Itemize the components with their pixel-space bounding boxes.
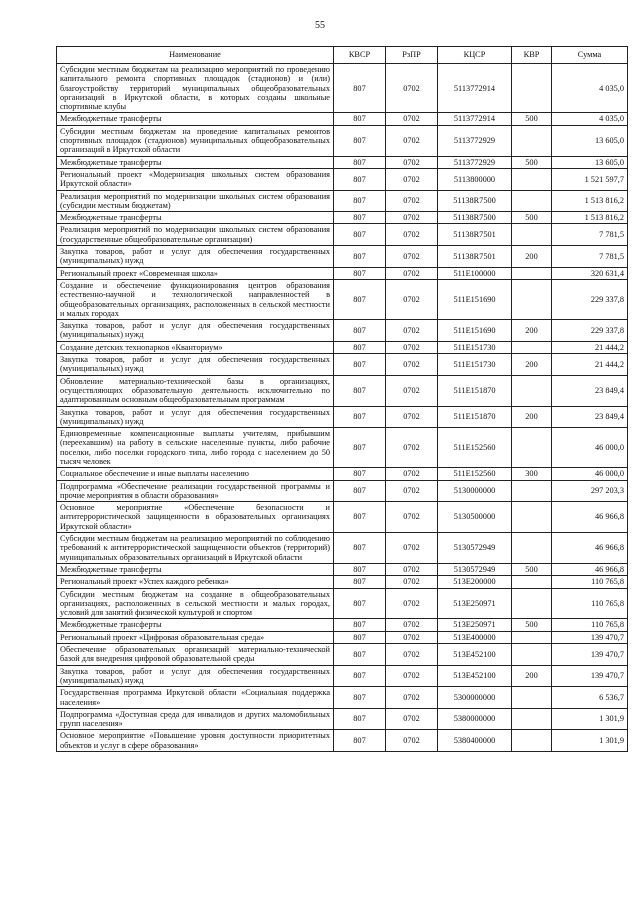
row-rzpr: 0702 <box>386 406 438 428</box>
row-sum: 23 849,4 <box>552 406 628 428</box>
row-name: Единовременные компенсационные выплаты учителям, прибывшим (переехавшим) на работу в сельские населенные пункты, либо рабочие поселки, либо поселки городского типа, либо города с населением до 50 тысяч человек <box>57 428 334 468</box>
row-sum: 23 849,4 <box>552 375 628 406</box>
row-name: Межбюджетные трансферты <box>57 156 334 168</box>
row-kcsr: 511E151690 <box>438 279 512 319</box>
row-kvsr: 807 <box>334 267 386 279</box>
row-kcsr: 5113772929 <box>438 125 512 156</box>
row-kvsr: 807 <box>334 665 386 687</box>
row-kvsr: 807 <box>334 730 386 752</box>
row-kvsr: 807 <box>334 320 386 342</box>
row-name: Субсидии местным бюджетам на реализацию мероприятий по проведению капитального ремонта спортивных площадок (стадионов) и (или) благоустройству территорий муниципальных общеобразовательных организаций в Иркутской области, в которых созданы школьные спортивные клубы <box>57 64 334 113</box>
row-name: Региональный проект «Успех каждого ребенка» <box>57 576 334 588</box>
row-sum: 1 513 816,2 <box>552 212 628 224</box>
table-row <box>57 406 628 428</box>
table-row <box>57 563 628 575</box>
table-row <box>57 533 628 564</box>
row-kcsr: 5130500000 <box>438 502 512 533</box>
table-row <box>57 631 628 643</box>
row-kvsr: 807 <box>334 502 386 533</box>
row-rzpr: 0702 <box>386 212 438 224</box>
row-name: Межбюджетные трансферты <box>57 563 334 575</box>
row-kcsr: 51138R7501 <box>438 246 512 268</box>
row-sum: 13 605,0 <box>552 125 628 156</box>
row-kcsr: 51138R7500 <box>438 190 512 212</box>
row-kvsr: 807 <box>334 224 386 246</box>
row-kcsr: 5380000000 <box>438 708 512 730</box>
row-rzpr: 0702 <box>386 190 438 212</box>
row-sum: 46 966,8 <box>552 502 628 533</box>
row-kvsr: 807 <box>334 619 386 631</box>
table-row <box>57 480 628 502</box>
row-sum: 21 444,2 <box>552 341 628 353</box>
row-rzpr: 0702 <box>386 480 438 502</box>
row-kcsr: 5300000000 <box>438 687 512 709</box>
row-kvsr: 807 <box>334 156 386 168</box>
table-row <box>57 502 628 533</box>
header-kvr: КВР <box>512 47 552 64</box>
table-row <box>57 320 628 342</box>
row-name: Субсидии местным бюджетам на создание в общеобразовательных организациях, расположенных в сельской местности и малых городах, условий для занятий физической культурой и спортом <box>57 588 334 619</box>
table-row <box>57 64 628 113</box>
row-kvr <box>512 730 552 752</box>
row-name: Региональный проект «Цифровая образовательная среда» <box>57 631 334 643</box>
table-row <box>57 665 628 687</box>
row-rzpr: 0702 <box>386 708 438 730</box>
row-kvr <box>512 341 552 353</box>
row-rzpr: 0702 <box>386 113 438 125</box>
row-kvsr: 807 <box>334 125 386 156</box>
row-kvr <box>512 631 552 643</box>
row-kvsr: 807 <box>334 631 386 643</box>
row-kvr: 500 <box>512 113 552 125</box>
row-kvr <box>512 502 552 533</box>
table-row <box>57 267 628 279</box>
row-sum: 110 765,8 <box>552 576 628 588</box>
table-row <box>57 125 628 156</box>
row-name: Субсидии местным бюджетам на реализацию мероприятий по соблюдению требований к антитеррористической защищенности объектов (территорий) муниципальных образовательных организаций в Иркутской области <box>57 533 334 564</box>
row-sum: 6 536,7 <box>552 687 628 709</box>
row-kvsr: 807 <box>334 168 386 190</box>
row-name: Субсидии местным бюджетам на проведение капитальных ремонтов спортивных площадок (стадионов) муниципальных общеобразовательных организаций в Иркутской области <box>57 125 334 156</box>
row-rzpr: 0702 <box>386 563 438 575</box>
row-kvr <box>512 190 552 212</box>
table-row <box>57 708 628 730</box>
row-kvr <box>512 576 552 588</box>
row-kcsr: 5113772929 <box>438 156 512 168</box>
table-row <box>57 341 628 353</box>
row-kvsr: 807 <box>334 468 386 480</box>
row-sum: 21 444,2 <box>552 354 628 376</box>
row-rzpr: 0702 <box>386 619 438 631</box>
row-sum: 139 470,7 <box>552 665 628 687</box>
row-rzpr: 0702 <box>386 576 438 588</box>
row-kcsr: 511E100000 <box>438 267 512 279</box>
row-name: Подпрограмма «Доступная среда для инвалидов и других маломобильных групп населения» <box>57 708 334 730</box>
row-name: Реализация мероприятий по модернизации школьных систем образования (субсидии местным бюджетам) <box>57 190 334 212</box>
row-kcsr: 513E452100 <box>438 644 512 666</box>
row-kvsr: 807 <box>334 588 386 619</box>
row-rzpr: 0702 <box>386 320 438 342</box>
row-rzpr: 0702 <box>386 354 438 376</box>
budget-table <box>56 46 628 752</box>
row-kvsr: 807 <box>334 279 386 319</box>
row-rzpr: 0702 <box>386 631 438 643</box>
row-rzpr: 0702 <box>386 665 438 687</box>
table-row <box>57 168 628 190</box>
row-kvsr: 807 <box>334 644 386 666</box>
row-sum: 229 337,8 <box>552 320 628 342</box>
table-row <box>57 588 628 619</box>
row-kvr: 200 <box>512 320 552 342</box>
table-row <box>57 468 628 480</box>
row-name: Региональный проект «Модернизация школьных систем образования Иркутской области» <box>57 168 334 190</box>
row-name: Закупка товаров, работ и услуг для обеспечения государственных (муниципальных) нужд <box>57 354 334 376</box>
table-row <box>57 375 628 406</box>
row-kvr: 500 <box>512 619 552 631</box>
row-kvr: 200 <box>512 354 552 376</box>
row-kvr: 500 <box>512 156 552 168</box>
row-kvr <box>512 64 552 113</box>
row-kvr <box>512 687 552 709</box>
header-rzpr: РзПР <box>386 47 438 64</box>
table-row <box>57 428 628 468</box>
row-kvr <box>512 267 552 279</box>
row-kvsr: 807 <box>334 212 386 224</box>
row-sum: 1 301,9 <box>552 730 628 752</box>
row-sum: 110 765,8 <box>552 619 628 631</box>
row-kvsr: 807 <box>334 64 386 113</box>
row-sum: 139 470,7 <box>552 644 628 666</box>
row-kvsr: 807 <box>334 428 386 468</box>
row-name: Социальное обеспечение и иные выплаты населению <box>57 468 334 480</box>
table-row <box>57 212 628 224</box>
row-kcsr: 511E151730 <box>438 341 512 353</box>
header-name: Наименование <box>57 47 334 64</box>
table-row <box>57 576 628 588</box>
row-kvsr: 807 <box>334 341 386 353</box>
row-kcsr: 513E200000 <box>438 576 512 588</box>
row-kvsr: 807 <box>334 563 386 575</box>
row-kcsr: 511E152560 <box>438 428 512 468</box>
row-kcsr: 5130572949 <box>438 533 512 564</box>
row-sum: 7 781,5 <box>552 224 628 246</box>
row-kvsr: 807 <box>334 480 386 502</box>
row-kvsr: 807 <box>334 354 386 376</box>
row-sum: 46 966,8 <box>552 563 628 575</box>
row-kcsr: 5380400000 <box>438 730 512 752</box>
table-row <box>57 190 628 212</box>
row-kvsr: 807 <box>334 190 386 212</box>
row-kvr: 300 <box>512 468 552 480</box>
row-rzpr: 0702 <box>386 125 438 156</box>
row-name: Межбюджетные трансферты <box>57 212 334 224</box>
row-name: Межбюджетные трансферты <box>57 619 334 631</box>
row-rzpr: 0702 <box>386 533 438 564</box>
row-kcsr: 511E152560 <box>438 468 512 480</box>
row-kvr <box>512 588 552 619</box>
row-rzpr: 0702 <box>386 64 438 113</box>
table-row <box>57 246 628 268</box>
row-sum: 110 765,8 <box>552 588 628 619</box>
row-kcsr: 511E151730 <box>438 354 512 376</box>
row-kcsr: 511E151690 <box>438 320 512 342</box>
row-kcsr: 5130000000 <box>438 480 512 502</box>
row-kcsr: 5130572949 <box>438 563 512 575</box>
row-kvr <box>512 125 552 156</box>
row-kvr <box>512 480 552 502</box>
row-rzpr: 0702 <box>386 428 438 468</box>
row-rzpr: 0702 <box>386 644 438 666</box>
row-sum: 7 781,5 <box>552 246 628 268</box>
row-name: Закупка товаров, работ и услуг для обеспечения государственных (муниципальных) нужд <box>57 320 334 342</box>
row-kvsr: 807 <box>334 576 386 588</box>
row-kvr <box>512 375 552 406</box>
row-sum: 1 521 597,7 <box>552 168 628 190</box>
row-sum: 297 203,3 <box>552 480 628 502</box>
table-row <box>57 687 628 709</box>
row-name: Межбюджетные трансферты <box>57 113 334 125</box>
row-kvsr: 807 <box>334 246 386 268</box>
row-kcsr: 5113772914 <box>438 113 512 125</box>
row-kvr <box>512 279 552 319</box>
header-sum: Сумма <box>552 47 628 64</box>
row-rzpr: 0702 <box>386 224 438 246</box>
row-kvsr: 807 <box>334 113 386 125</box>
row-rzpr: 0702 <box>386 468 438 480</box>
row-kvsr: 807 <box>334 406 386 428</box>
row-kcsr: 513E250971 <box>438 588 512 619</box>
row-kvr <box>512 428 552 468</box>
row-kcsr: 513E250971 <box>438 619 512 631</box>
row-name: Региональный проект «Современная школа» <box>57 267 334 279</box>
row-sum: 46 000,0 <box>552 468 628 480</box>
table-row <box>57 354 628 376</box>
row-kvr: 500 <box>512 563 552 575</box>
row-sum: 320 631,4 <box>552 267 628 279</box>
row-kcsr: 513E400000 <box>438 631 512 643</box>
table-row <box>57 279 628 319</box>
row-rzpr: 0702 <box>386 730 438 752</box>
row-sum: 139 470,7 <box>552 631 628 643</box>
row-kvr <box>512 168 552 190</box>
row-name: Реализация мероприятий по модернизации школьных систем образования (государственные общеобразовательные организации) <box>57 224 334 246</box>
row-kvr: 200 <box>512 246 552 268</box>
row-name: Основное мероприятие «Обеспечение безопасности и антитеррористической защищенности в образовательных организациях Иркутской области» <box>57 502 334 533</box>
row-kvr <box>512 644 552 666</box>
row-kvr <box>512 533 552 564</box>
row-rzpr: 0702 <box>386 502 438 533</box>
row-name: Закупка товаров, работ и услуг для обеспечения государственных (муниципальных) нужд <box>57 665 334 687</box>
row-kcsr: 511E151870 <box>438 375 512 406</box>
row-kcsr: 5113800000 <box>438 168 512 190</box>
row-kcsr: 51138R7501 <box>438 224 512 246</box>
table-row <box>57 644 628 666</box>
row-sum: 46 000,0 <box>552 428 628 468</box>
row-name: Подпрограмма «Обеспечение реализации государственной программы и прочие мероприятия в области образования» <box>57 480 334 502</box>
row-rzpr: 0702 <box>386 375 438 406</box>
row-sum: 4 035,0 <box>552 113 628 125</box>
table-row <box>57 619 628 631</box>
row-rzpr: 0702 <box>386 246 438 268</box>
row-rzpr: 0702 <box>386 168 438 190</box>
row-kcsr: 513E452100 <box>438 665 512 687</box>
row-sum: 229 337,8 <box>552 279 628 319</box>
row-rzpr: 0702 <box>386 687 438 709</box>
row-sum: 1 301,9 <box>552 708 628 730</box>
row-kvr: 200 <box>512 665 552 687</box>
row-sum: 4 035,0 <box>552 64 628 113</box>
row-name: Обеспечение образовательных организаций материально-технической базой для внедрения цифровой образовательной среды <box>57 644 334 666</box>
row-name: Основное мероприятие «Повышение уровня доступности приоритетных объектов и услуг в сфере образования» <box>57 730 334 752</box>
table-row <box>57 156 628 168</box>
table-row <box>57 113 628 125</box>
row-kvr <box>512 708 552 730</box>
row-kcsr: 51138R7500 <box>438 212 512 224</box>
row-kcsr: 5113772914 <box>438 64 512 113</box>
row-rzpr: 0702 <box>386 588 438 619</box>
row-name: Закупка товаров, работ и услуг для обеспечения государственных (муниципальных) нужд <box>57 406 334 428</box>
row-rzpr: 0702 <box>386 156 438 168</box>
row-kvr: 500 <box>512 212 552 224</box>
page-number: 55 <box>315 20 325 31</box>
row-name: Создание и обеспечение функционирования центров образования естественно-научной и технологической направленностей в общеобразовательных организациях, расположенных в сельской местности и малых городах <box>57 279 334 319</box>
row-name: Государственная программа Иркутской области «Социальная поддержка населения» <box>57 687 334 709</box>
row-rzpr: 0702 <box>386 341 438 353</box>
row-kcsr: 511E151870 <box>438 406 512 428</box>
row-kvsr: 807 <box>334 533 386 564</box>
header-kvsr: КВСР <box>334 47 386 64</box>
table-header-row <box>57 47 628 64</box>
row-name: Закупка товаров, работ и услуг для обеспечения государственных (муниципальных) нужд <box>57 246 334 268</box>
table-row <box>57 730 628 752</box>
header-kcsr: КЦСР <box>438 47 512 64</box>
row-kvsr: 807 <box>334 687 386 709</box>
row-rzpr: 0702 <box>386 267 438 279</box>
row-name: Создание детских технопарков «Кванториум» <box>57 341 334 353</box>
row-name: Обновление материально-технической базы в организациях, осуществляющих образовательную деятельность исключительно по адаптированным основным общеобразовательным программам <box>57 375 334 406</box>
row-sum: 46 966,8 <box>552 533 628 564</box>
row-kvsr: 807 <box>334 375 386 406</box>
row-kvsr: 807 <box>334 708 386 730</box>
table-row <box>57 224 628 246</box>
row-kvr: 200 <box>512 406 552 428</box>
row-sum: 1 513 816,2 <box>552 190 628 212</box>
row-kvr <box>512 224 552 246</box>
row-rzpr: 0702 <box>386 279 438 319</box>
row-sum: 13 605,0 <box>552 156 628 168</box>
